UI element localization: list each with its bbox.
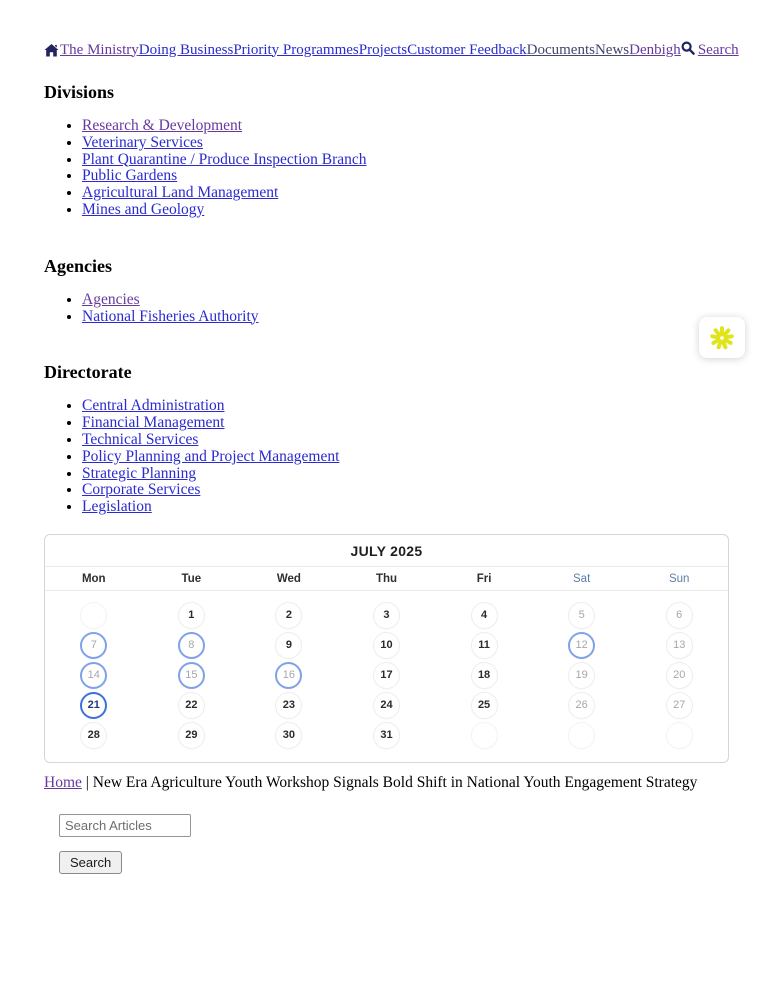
calendar-day-empty [666, 722, 693, 749]
calendar-day-headers [45, 567, 728, 591]
link-national-fisheries-authority[interactable]: National Fisheries Authority [82, 307, 259, 325]
calendar-day-25: 25 [471, 692, 498, 719]
calendar-cell [143, 662, 241, 689]
calendar-day-3: 3 [373, 602, 400, 629]
calendar-cell [533, 692, 631, 719]
calendar-day-28: 28 [80, 722, 107, 749]
calendar-day-29: 29 [178, 722, 205, 749]
calendar-cell [45, 662, 143, 689]
calendar-week-row [45, 692, 728, 719]
nav-link-news[interactable]: News [594, 41, 630, 58]
calendar-day-7[interactable]: 7 [80, 632, 107, 659]
calendar-day-27: 27 [666, 692, 693, 719]
link-central-administration[interactable]: Central Administration [82, 397, 225, 415]
calendar-day-20: 20 [666, 662, 693, 689]
calendar-grid [45, 591, 728, 762]
list-item [82, 202, 729, 219]
list-item [82, 466, 729, 483]
nav-link-customer-feedback[interactable]: Customer Feedback [407, 41, 527, 58]
section-heading-agencies: Agencies [44, 255, 112, 276]
list-item [82, 152, 729, 169]
link-policy-planning-and-project-management[interactable]: Policy Planning and Project Management [82, 447, 340, 465]
calendar-cell [240, 692, 338, 719]
list-item [82, 185, 729, 202]
calendar-day-10: 10 [373, 632, 400, 659]
calendar-cell [45, 632, 143, 659]
link-strategic-planning[interactable]: Strategic Planning [82, 464, 197, 482]
link-mines-and-geology[interactable]: Mines and Geology [82, 200, 205, 218]
list-item [82, 432, 729, 449]
breadcrumb-page-title: New Era Agriculture Youth Workshop Signals Bold Shift in National Youth Engagement Strategy [92, 773, 698, 791]
calendar-cell [435, 662, 533, 689]
calendar-cell [630, 602, 728, 629]
list-item [82, 118, 729, 135]
calendar-cell [630, 722, 728, 749]
link-legislation[interactable]: Legislation [82, 498, 152, 516]
calendar-month-title: JULY 2025 [45, 535, 728, 567]
calendar-day-23: 23 [275, 692, 302, 719]
calendar-day-21[interactable]: 21 [80, 692, 107, 719]
calendar-day-empty [471, 722, 498, 749]
day-header-tue: Tue [181, 572, 202, 585]
calendar-cell [630, 662, 728, 689]
day-header-wed: Wed [276, 572, 301, 585]
section-list-divisions [44, 118, 729, 219]
main-nav [44, 40, 739, 59]
calendar-day-15[interactable]: 15 [178, 662, 205, 689]
accessibility-icon [708, 324, 736, 352]
calendar-cell [240, 662, 338, 689]
calendar-cell [240, 722, 338, 749]
list-item [82, 309, 729, 326]
calendar-day-5: 5 [568, 602, 595, 629]
day-header-thu: Thu [375, 572, 398, 585]
link-veterinary-services[interactable]: Veterinary Services [82, 133, 203, 151]
calendar-cell [143, 722, 241, 749]
accessibility-widget-button[interactable] [699, 317, 745, 358]
section-list-directorate [44, 398, 729, 516]
calendar-day-2: 2 [275, 602, 302, 629]
calendar-day-6: 6 [666, 602, 693, 629]
day-header-sun: Sun [668, 572, 690, 585]
calendar-week-row [45, 662, 728, 689]
calendar-cell [338, 632, 436, 659]
calendar-day-empty [568, 722, 595, 749]
section-heading-divisions: Divisions [44, 82, 115, 102]
calendar-cell [533, 722, 631, 749]
list-item [82, 449, 729, 466]
list-item [82, 415, 729, 432]
calendar-cell [533, 632, 631, 659]
calendar-cell [338, 662, 436, 689]
sections [44, 82, 729, 516]
nav-link-the-ministry[interactable]: The Ministry [60, 41, 139, 58]
calendar-cell [630, 692, 728, 719]
calendar-day-16[interactable]: 16 [275, 662, 302, 689]
calendar-week-row [45, 632, 728, 659]
nav-link-denbigh[interactable]: Denbigh [629, 41, 681, 58]
list-item [82, 292, 729, 309]
calendar-day-empty [80, 602, 107, 629]
nav-search-link[interactable] [681, 40, 739, 59]
day-header-sat: Sat [573, 572, 591, 585]
section-heading-directorate: Directorate [44, 362, 132, 383]
section-list-agencies [44, 292, 729, 326]
calendar-week-row [45, 722, 728, 749]
nav-link-priority-programmes[interactable]: Priority Programmes [233, 41, 359, 58]
main-nav-links [60, 41, 681, 59]
calendar-day-22: 22 [178, 692, 205, 719]
calendar-cell [338, 602, 436, 629]
link-agencies[interactable]: Agencies [82, 290, 140, 308]
link-financial-management[interactable]: Financial Management [82, 414, 225, 432]
nav-link-doing-business[interactable]: Doing Business [138, 41, 234, 58]
link-agricultural-land-management[interactable]: Agricultural Land Management [82, 184, 279, 202]
nav-link-projects[interactable]: Projects [358, 41, 408, 58]
breadcrumb [44, 773, 729, 792]
calendar-cell [45, 692, 143, 719]
calendar-day-19: 19 [568, 662, 595, 689]
calendar-day-1: 1 [178, 602, 205, 629]
calendar-cell [143, 632, 241, 659]
breadcrumb-home-link[interactable]: Home [44, 773, 82, 791]
search-articles-input[interactable] [59, 814, 191, 837]
nav-search-label: Search [697, 41, 739, 58]
calendar-day-30: 30 [275, 722, 302, 749]
calendar-day-14[interactable]: 14 [80, 662, 107, 689]
list-item [82, 135, 729, 152]
calendar-cell [143, 692, 241, 719]
link-research-development[interactable]: Research & Development [82, 117, 243, 134]
events-calendar [44, 534, 729, 763]
calendar-cell [338, 722, 436, 749]
calendar-cell [338, 692, 436, 719]
calendar-week-row [45, 602, 728, 629]
calendar-day-31: 31 [373, 722, 400, 749]
article-search-form [44, 814, 729, 874]
calendar-cell [45, 602, 143, 629]
calendar-cell [240, 632, 338, 659]
calendar-cell [630, 632, 728, 659]
calendar-day-17: 17 [373, 662, 400, 689]
calendar-day-4: 4 [471, 602, 498, 629]
link-public-gardens[interactable]: Public Gardens [82, 167, 178, 185]
link-plant-quarantine-produce-inspection-branch[interactable]: Plant Quarantine / Produce Inspection Branch [82, 150, 367, 168]
link-technical-services[interactable]: Technical Services [82, 430, 199, 448]
calendar-day-24: 24 [373, 692, 400, 719]
calendar-cell [533, 602, 631, 629]
list-item [82, 398, 729, 415]
calendar-day-12[interactable]: 12 [568, 632, 595, 659]
list-item [82, 168, 729, 185]
calendar-cell [240, 602, 338, 629]
calendar-cell [143, 602, 241, 629]
breadcrumb-separator: | [85, 773, 89, 791]
nav-link-documents[interactable]: Documents [526, 41, 595, 58]
calendar-day-26: 26 [568, 692, 595, 719]
calendar-cell [533, 662, 631, 689]
list-item [82, 482, 729, 499]
calendar-cell [435, 692, 533, 719]
link-corporate-services[interactable]: Corporate Services [82, 481, 201, 499]
calendar-cell [435, 602, 533, 629]
calendar-cell [435, 722, 533, 749]
search-icon [681, 41, 695, 60]
calendar-day-8[interactable]: 8 [178, 632, 205, 659]
list-item [82, 499, 729, 516]
home-icon [44, 43, 59, 58]
day-header-fri: Fri [476, 572, 492, 585]
calendar-day-9: 9 [275, 632, 302, 659]
calendar-cell [435, 632, 533, 659]
search-articles-button[interactable]: Search [59, 851, 122, 874]
calendar-day-11: 11 [471, 632, 498, 659]
day-header-mon: Mon [81, 572, 106, 585]
calendar-day-13: 13 [666, 632, 693, 659]
calendar-day-18: 18 [471, 662, 498, 689]
calendar-cell [45, 722, 143, 749]
